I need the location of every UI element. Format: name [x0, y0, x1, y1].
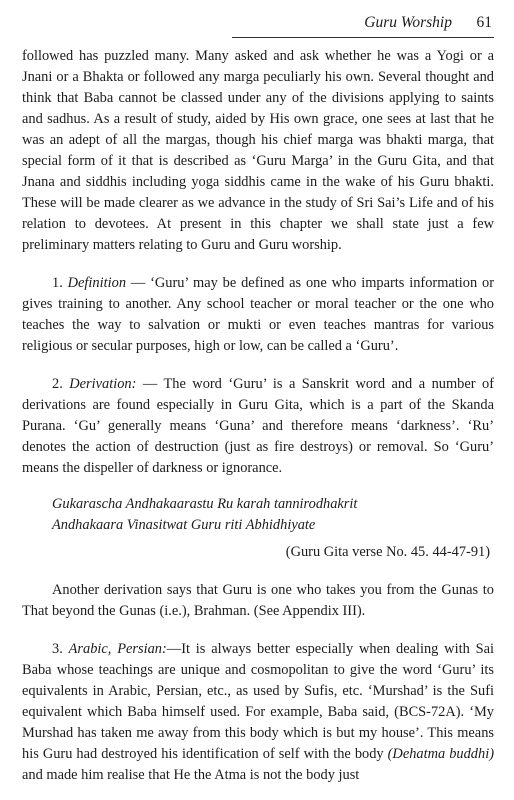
verse-reference: (Guru Gita verse No. 45. 44-47-91) [285, 544, 490, 560]
paragraph-continuation [22, 46, 494, 256]
section-heading: Derivation: [69, 376, 137, 392]
running-title: Guru Worship [364, 14, 452, 31]
section-number: 1. [52, 275, 63, 291]
paragraph-definition [22, 273, 494, 357]
page-number: 61 [476, 14, 492, 31]
section-number: 2. [52, 376, 63, 392]
paragraph-text: —It is always better especially when dealing with Sai Baba whose teachings are unique and cosmopolitan to give the word ‘Guru’ its equivalents in Arabic, Persian, etc., as used by Sufis, etc. ‘Murshad’ is the Sufi equivalent which Baba himself used. For example, Baba said, (BCS-72A). ‘My Murshad has taken me away from this body which is but my house’. This means his Guru had destroyed his identification of self with the body [22, 641, 494, 762]
header-rule [232, 37, 494, 38]
section-heading: Definition [67, 275, 127, 291]
verse-block [22, 494, 494, 563]
paragraph-another-derivation [22, 580, 494, 622]
page-header [0, 14, 514, 34]
section-heading: Arabic, Persian: [68, 641, 167, 657]
paragraph-text: followed has puzzled many. Many asked and ask whether he was a Yogi or a Jnani or a Bhakta or followed any marga peculiarly his own. Several thought and think that Baba cannot be classed under any of the divisions applying to saints and sadhus. As a result of study, aided by His own grace, one sees at last that he was an adept of all the margas, though his chief marga was bhakti marga, that special form of it that is described as ‘Guru Marga’ in the Guru Gita, and that Jnana and siddhis including yoga siddhis came in the wake of his Guru bhakti. These will be made clearer as we advance in the study of Sri Sai’s Life and of his relation to devotees. At present in this chapter we shall state just a few preliminary matters relating to Guru and Guru worship. [22, 48, 494, 253]
paragraph-text: — ‘Guru’ may be defined as one who imparts information or gives training to another. Any school teacher or moral teacher or the one who teaches the way to salvation or mukti or even teaches mantras for various religious or secular purposes, high or low, can be called a ‘Guru’. [22, 275, 494, 354]
verse-line: Andhakaara Vinasitwat Guru riti Abhidhiyate [52, 517, 316, 533]
sanskrit-term: (Dehatma buddhi) [387, 746, 494, 762]
verse-line: Gukarascha Andhakaarastu Ru karah tannirodhakrit [52, 496, 358, 512]
paragraph-derivation [22, 374, 494, 479]
section-number: 3. [52, 641, 63, 657]
paragraph-text: Another derivation says that Guru is one who takes you from the Gunas to That beyond the Gunas (i.e.), Brahman. (See Appendix III). [22, 582, 494, 619]
paragraph-text: — The word ‘Guru’ is a Sanskrit word and a number of derivations are found especially in Guru Gita, which is a part of the Skanda Purana. ‘Gu’ generally means ‘Guna’ and therefore means ‘darkness’. ‘Ru’ denotes the action of destruction (just as fire destroys) or removal. So ‘Guru’ means the dispeller of darkness or ignorance. [22, 376, 494, 476]
paragraph-text: and made him realise that He the Atma is not the body just [22, 767, 360, 783]
paragraph-arabic-persian [22, 639, 494, 786]
page-body [22, 46, 494, 786]
